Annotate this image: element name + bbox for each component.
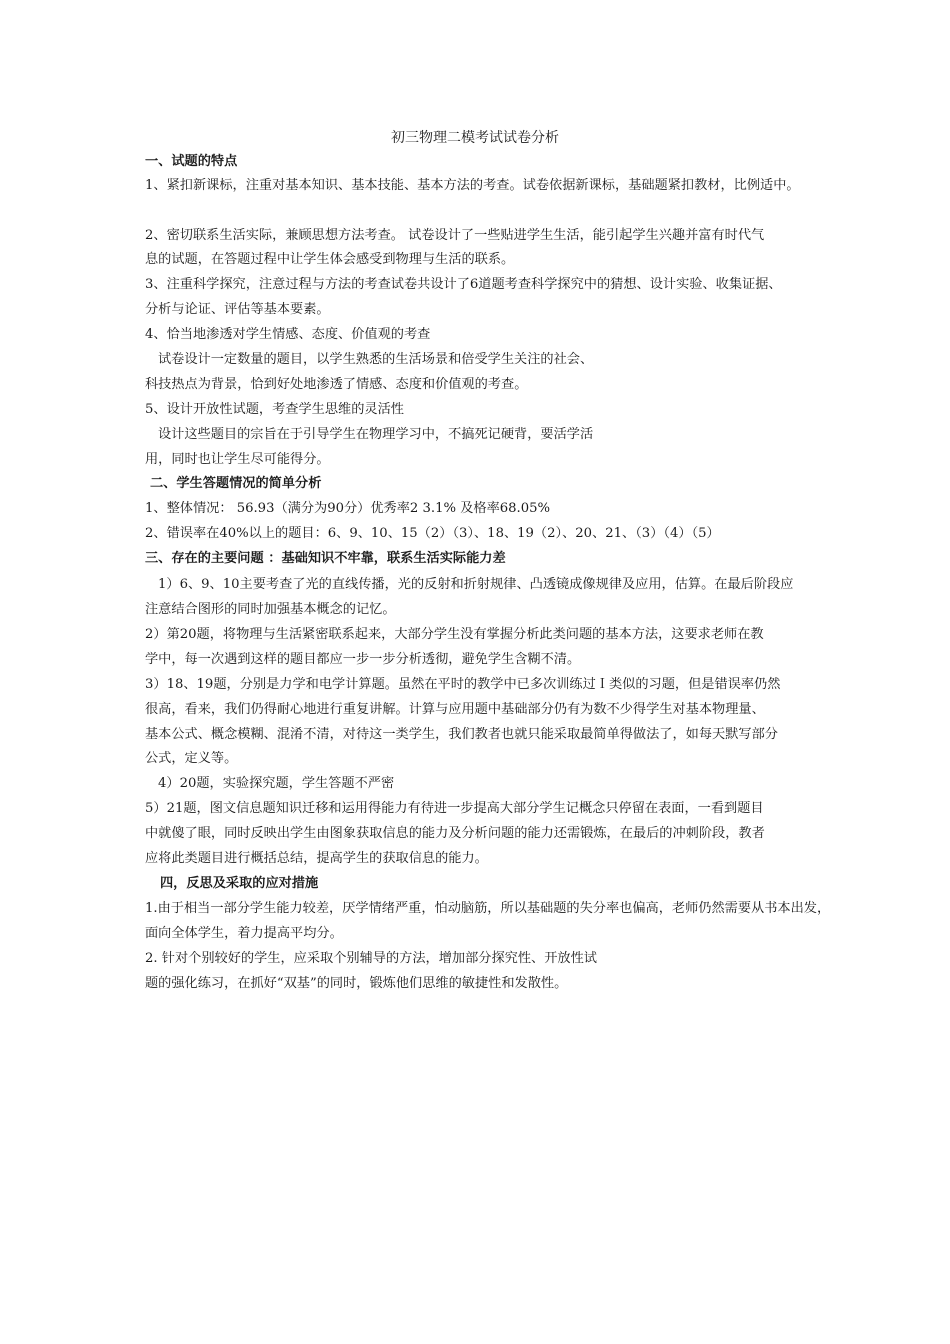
paragraph-line: 1、紧扣新课标，注重对基本知识、基本技能、基本方法的考查。试卷依据新课标，基础题紧扣教材，比例适中。	[145, 178, 800, 193]
paragraph-line: 基本公式、概念模糊、混淆不清，对待这一类学生，我们教者也就只能采取最简单得做法了，如每天默写部分	[145, 727, 778, 742]
paragraph-line: 4）20题，实验探究题，学生答题不严密	[158, 776, 395, 791]
paragraph-line: 4、恰当地渗透对学生情感、态度、价值观的考查	[145, 327, 431, 342]
paragraph-line: 设计这些题目的宗旨在于引导学生在物理学习中，不搞死记硬背，要活学活	[158, 427, 594, 442]
section-heading-1: 一、试题的特点	[145, 154, 238, 169]
paragraph-line: 息的试题，在答题过程中让学生体会感受到物理与生活的联系。	[145, 252, 515, 267]
paragraph-line: 分析与论证、评估等基本要素。	[145, 302, 330, 317]
paragraph-line: 用，同时也让学生尽可能得分。	[145, 452, 330, 467]
paragraph-line: 5）21题，图文信息题知识迁移和运用得能力有待进一步提高大部分学生记概念只停留在表面，一看到题目	[145, 801, 764, 816]
paragraph-line: 2. 针对个别较好的学生，应采取个别辅导的方法，增加部分探究性、开放性试	[145, 951, 597, 966]
paragraph-line: 学中，每一次遇到这样的题目都应一步一步分析透彻，避免学生含糊不清。	[145, 652, 581, 667]
paragraph-line: 公式，定义等。	[145, 751, 238, 766]
paragraph-line: 科技热点为背景，恰到好处地渗透了情感、态度和价值观的考查。	[145, 377, 528, 392]
paragraph-line: 3、注重科学探究，注意过程与方法的考查试卷共设计了6道题考查科学探究中的猜想、设计实验、收集证据、	[145, 277, 782, 292]
section-heading-4: 四，反思及采取的应对措施	[160, 876, 319, 891]
paragraph-line: 很高，看来，我们仍得耐心地进行重复讲解。计算与应用题中基础部分仍有为数不少得学生对基本物理量、	[145, 702, 765, 717]
section-heading-3: 三、存在的主要问题 ：基础知识不牢靠，联系生活实际能力差	[145, 551, 506, 566]
paragraph-line: 1）6、9、10主要考查了光的直线传播，光的反射和折射规律、凸透镜成像规律及应用，估算。在最后阶段应	[158, 577, 794, 592]
paragraph-line: 2）第20题，将物理与生活紧密联系起来，大部分学生没有掌握分析此类问题的基本方法，这要求老师在教	[145, 627, 764, 642]
paragraph-line: 注意结合图形的同时加强基本概念的记忆。	[145, 602, 396, 617]
paragraph-line: 1、整体情况： 56.93（满分为90分）优秀率2 3.1% 及格率68.05%	[145, 501, 551, 516]
paragraph-line: 应将此类题目进行概括总结，提高学生的获取信息的能力。	[145, 851, 488, 866]
paragraph-line: 2、密切联系生活实际，兼顾思想方法考查。 试卷设计了一些贴进学生生活，能引起学生兴趣并富有时代气	[145, 228, 765, 243]
paragraph-line: 面向全体学生，着力提高平均分。	[145, 926, 343, 941]
paragraph-line: 2、错误率在40%以上的题目：6、9、10、15（2）（3）、18、19（2）、20、21、（3）（4）（5）	[145, 526, 720, 541]
paragraph-line: 5、设计开放性试题，考查学生思维的灵活性	[145, 402, 404, 417]
paragraph-line: 1.由于相当一部分学生能力较差，厌学情绪严重，怕动脑筋，所以基础题的失分率也偏高，老师仍然需要从书本出发，	[145, 901, 831, 916]
section-heading-2: 二、学生答题情况的简单分析	[150, 476, 322, 491]
paragraph-line: 中就傻了眼，同时反映出学生由图象获取信息的能力及分析问题的能力还需锻炼，在最后的冲刺阶段，教者	[145, 826, 765, 841]
paragraph-line: 试卷设计一定数量的题目，以学生熟悉的生活场景和倍受学生关注的社会、	[158, 352, 594, 367]
paragraph-line: 3）18、19题，分别是力学和电学计算题。虽然在平时的教学中已多次训练过Ｉ类似的习题，但是错误率仍然	[145, 677, 781, 692]
document-title: 初三物理二模考试试卷分析	[391, 130, 559, 146]
paragraph-line: 题的强化练习，在抓好“双基”的同时，锻炼他们思维的敏捷性和发散性。	[145, 976, 568, 991]
